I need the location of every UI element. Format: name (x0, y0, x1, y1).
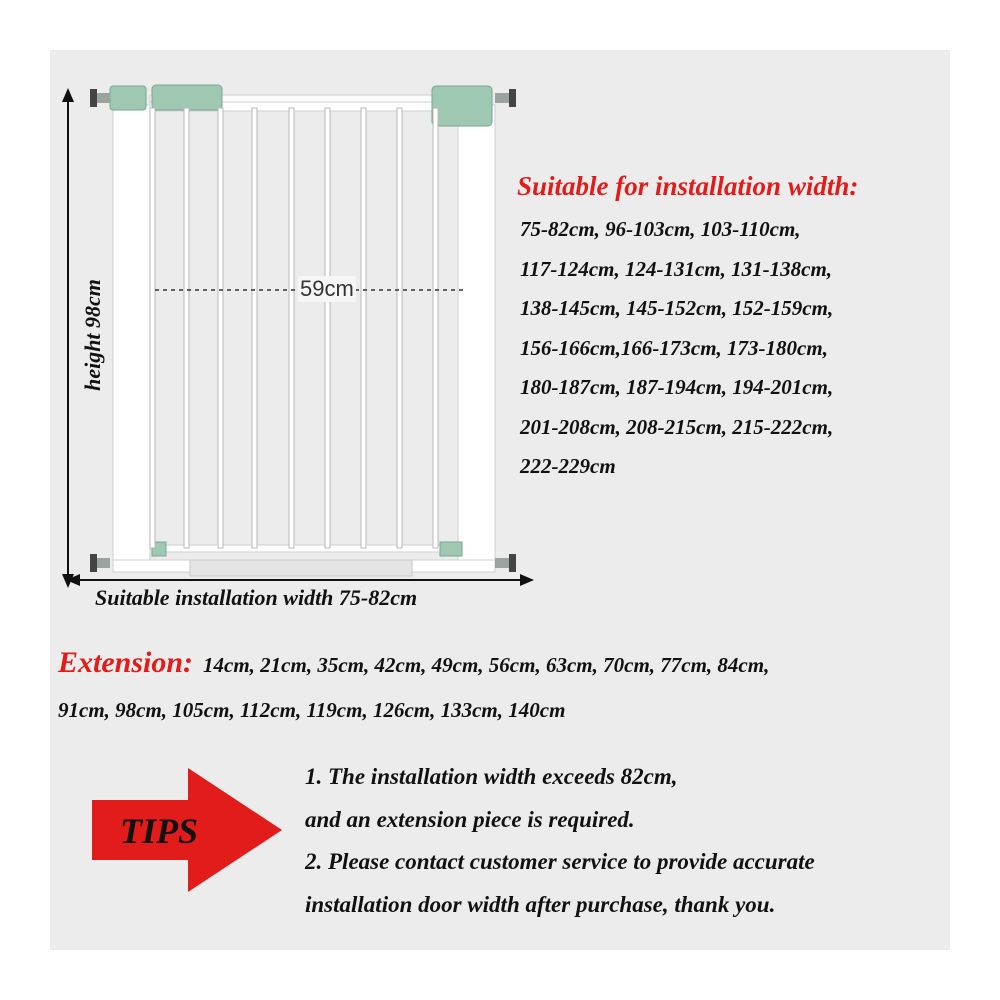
tips-line: installation door width after purchase, thank you. (305, 891, 776, 917)
extension-sizes-line2: 91cm, 98cm, 105cm, 112cm, 119cm, 126cm, 133cm, 140cm (58, 698, 566, 722)
tips-text (305, 756, 815, 926)
width-list-line: 222-229cm (520, 454, 616, 478)
width-list-line: 75-82cm, 96-103cm, 103-110cm, (520, 217, 801, 241)
width-list-line: 180-187cm, 187-194cm, 194-201cm, (520, 375, 834, 399)
width-list-line: 117-124cm, 124-131cm, 131-138cm, (520, 256, 833, 281)
inner-width-label: 59cm (300, 276, 354, 301)
width-list-line: 156-166cm,166-173cm, 173-180cm, (520, 335, 828, 360)
tips-line: 1. The installation width exceeds 82cm, (305, 764, 678, 789)
installation-width-label: Suitable installation width 75-82cm (95, 585, 418, 610)
extension-sizes-line1: 14cm, 21cm, 35cm, 42cm, 49cm, 56cm, 63cm, 70cm, 77cm, 84cm, (203, 653, 770, 677)
tips-line: and an extension piece is required. (305, 806, 635, 832)
width-list-line: 138-145cm, 145-152cm, 152-159cm, (520, 296, 834, 320)
width-list-line: 201-208cm, 208-215cm, 215-222cm, (520, 414, 834, 439)
suitable-width-title: Suitable for installation width: (517, 171, 859, 201)
tips-label: TIPS (120, 811, 199, 851)
extension-title: Extension: (58, 646, 194, 679)
tips-line: 2. Please contact customer service to provide accurate (305, 849, 815, 874)
height-label: height 98cm (80, 279, 105, 391)
